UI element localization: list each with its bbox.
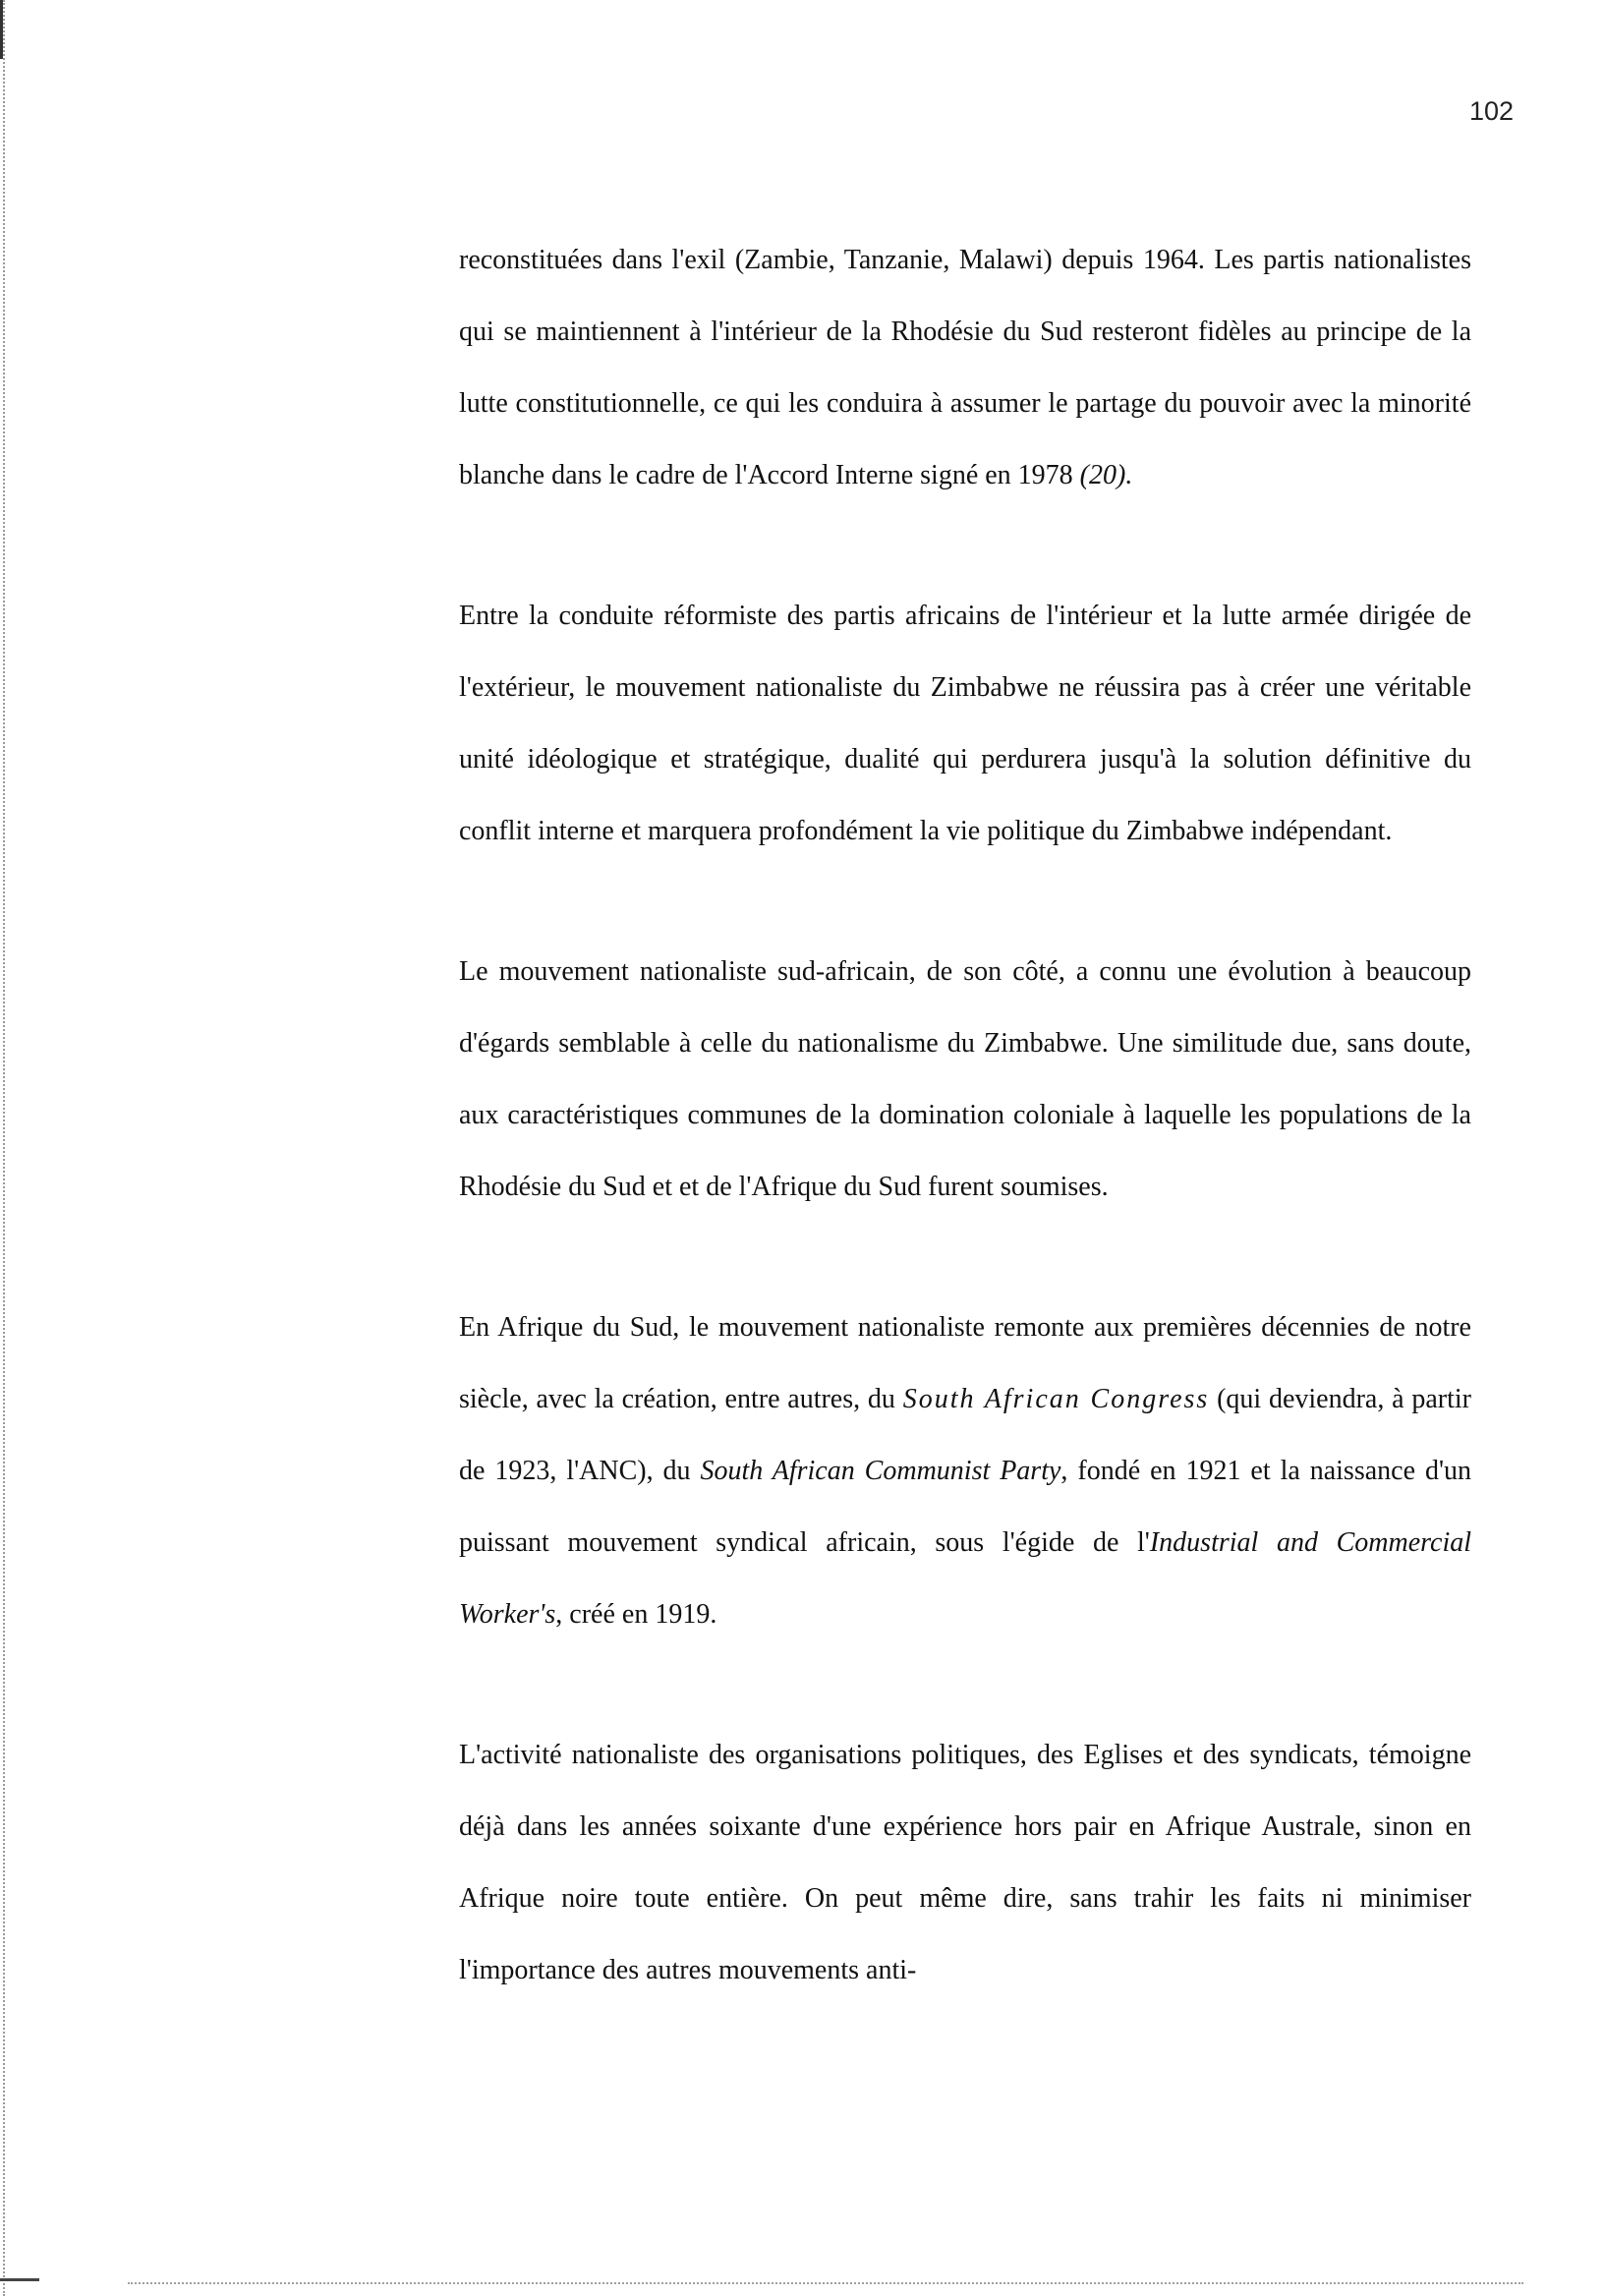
paragraph-3	[459, 936, 1471, 1223]
paragraph-5	[459, 1719, 1471, 2006]
italic-south-african-communist-party: South African Communist Party	[700, 1456, 1061, 1486]
paragraph-2-text: Entre la conduite réformiste des partis africains de l'intérieur et la lutte armée dirigée de l'extérieur, le mouvement nationaliste du Zimbabwe ne réussira pas à créer une véritable unité idéologique et stratégique, dualité qui perdurera jusqu'à la solution définitive du conflit interne et marquera profondément la vie politique du Zimbabwe indépendant.	[459, 601, 1471, 846]
paragraph-1-text: reconstituées dans l'exil (Zambie, Tanzanie, Malawi) depuis 1964. Les partis nationalistes qui se maintiennent à l'intérieur de la Rhodésie du Sud resteront fidèles au principe de la lutte constitutionnelle, ce qui les conduira à assumer le partage du pouvoir avec la minorité blanche dans le cadre de l'Accord Interne signé en 1978	[459, 245, 1471, 490]
paragraph-4-part-2: (qui deviendra, à partir de 1923, l'ANC), du	[459, 1384, 1471, 1486]
scan-edge-left	[3, 0, 7, 2296]
paragraph-1	[459, 224, 1471, 511]
page-number: 102	[1468, 96, 1514, 126]
scan-edge-bottom	[128, 2282, 1523, 2284]
paragraph-5-text: L'activité nationaliste des organisations politiques, des Eglises et des syndicats, témoigne déjà dans les années soixante d'une expérience hors pair en Afrique Australe, sinon en Afrique noire toute entière. On peut même dire, sans trahir les faits ni minimiser l'importance des autres mouvements anti-	[459, 1740, 1471, 1985]
paragraph-3-text: Le mouvement nationaliste sud-africain, de son côté, a connu une évolution à beaucoup d'égards semblable à celle du nationalisme du Zimbabwe. Une similitude due, sans doute, aux caractéristiques communes de la domination coloniale à laquelle les populations de la Rhodésie du Sud et et de l'Afrique du Sud furent soumises.	[459, 956, 1471, 1202]
paragraph-4-part-1: En Afrique du Sud, le mouvement nationaliste remonte aux premières décennies de notre siècle, avec la création, entre autres, du	[459, 1312, 1471, 1414]
italic-industrial-commercial-workers: Industrial and Commercial Worker's	[459, 1527, 1472, 1630]
paragraph-4	[459, 1292, 1471, 1650]
paragraph-4-part-4: , créé en 1919.	[555, 1599, 717, 1630]
italic-south-african-congress: South African Congress	[902, 1384, 1210, 1414]
paragraph-2	[459, 580, 1471, 867]
body-text	[459, 224, 1471, 2075]
paragraph-4-part-3: , fondé en 1921 et la naissance d'un puissant mouvement syndical africain, sous l'égide de l'	[459, 1456, 1472, 1558]
footnote-reference: (20).	[1079, 460, 1133, 490]
scan-edge-mark-bottom	[0, 2278, 39, 2281]
